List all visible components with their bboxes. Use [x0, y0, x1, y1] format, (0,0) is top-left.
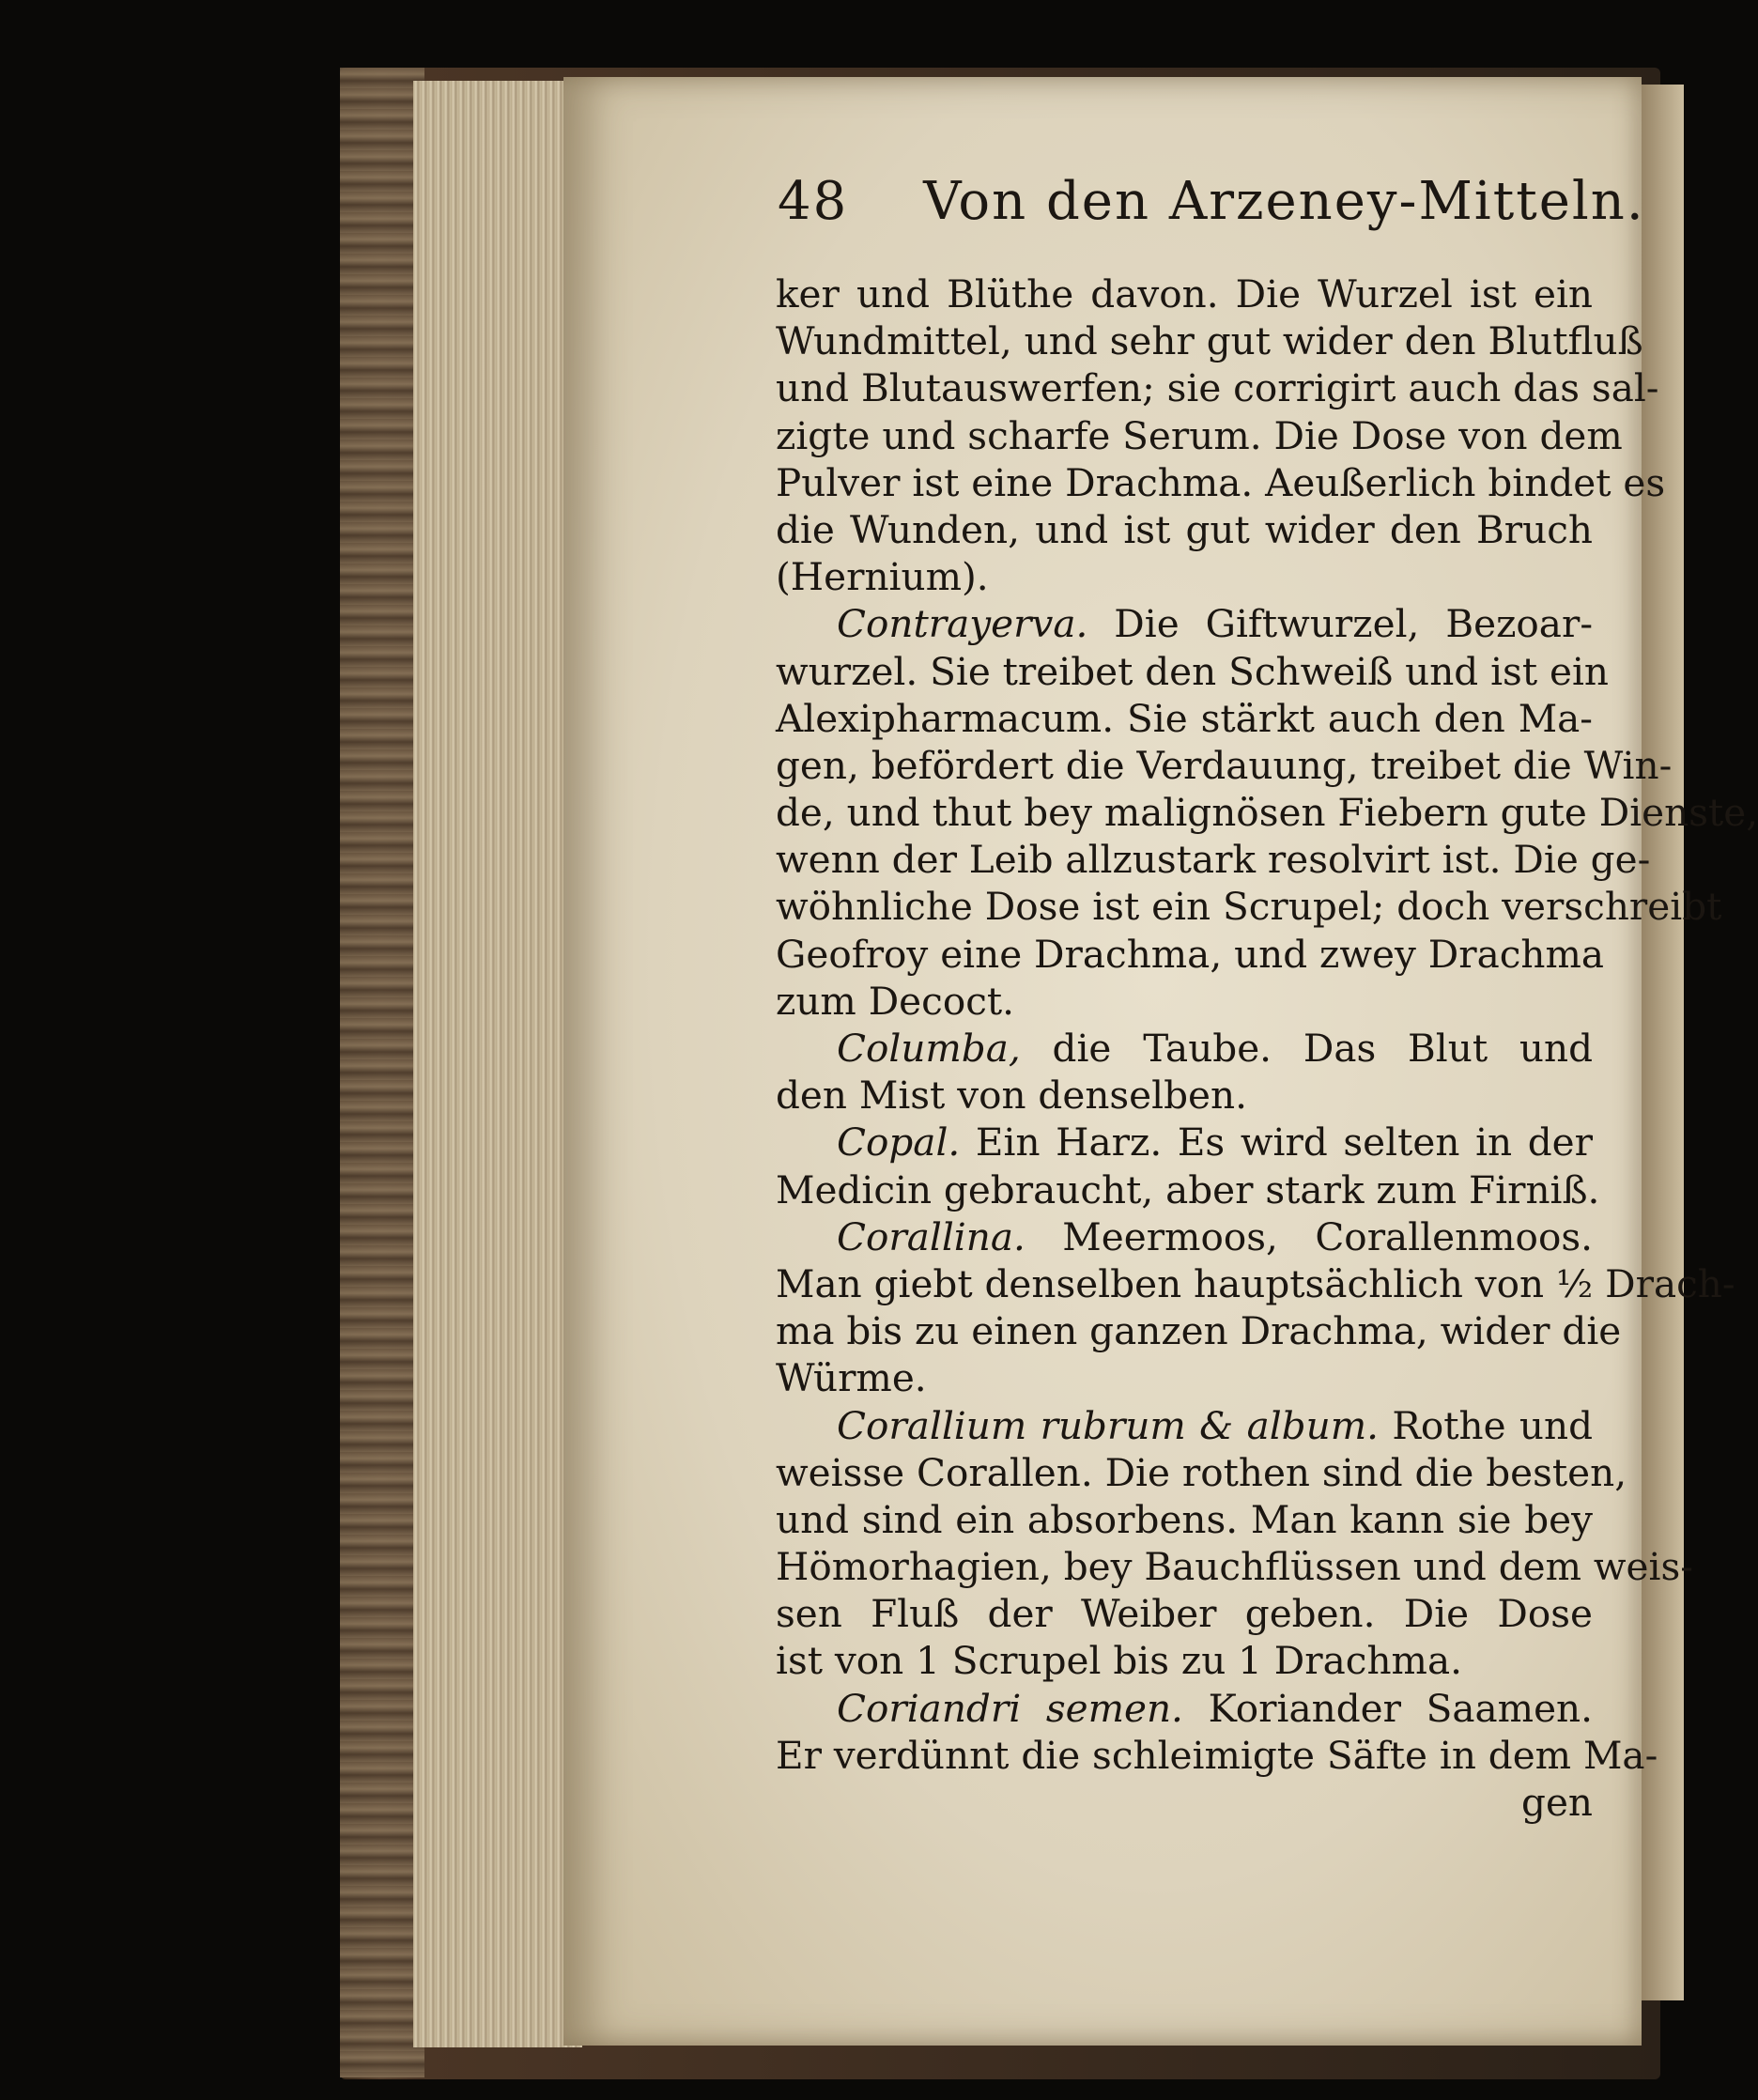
line-text: wurzel. Sie treibet den Schweiß und ist ein: [776, 648, 1609, 694]
line-text: Geofroy eine Drachma, und zwey Drachma: [776, 931, 1605, 977]
line-text: gen: [1521, 1780, 1593, 1825]
running-head-title: Von den Arzeney-Mitteln.: [923, 171, 1645, 232]
text-line: [776, 789, 1758, 836]
text-line: [776, 1779, 1593, 1826]
text-line: [776, 506, 1593, 553]
text-line: [776, 648, 1609, 695]
page-number: 48: [778, 171, 849, 232]
text-line: [776, 1732, 1658, 1779]
line-text: und sind ein absorbens. Man kann sie bey: [776, 1496, 1593, 1542]
text-line: [776, 1496, 1593, 1543]
line-text: zum Decoct.: [776, 978, 1015, 1024]
line-text: und Blutauswerfen; sie corrigirt auch das sal-: [776, 365, 1659, 411]
text-line: [776, 695, 1593, 742]
latin-entry-term: Corallium rubrum & album.: [837, 1402, 1379, 1448]
text-line: [776, 1402, 1593, 1449]
line-text: Er verdünnt die schleimigte Säfte in dem Ma-: [776, 1732, 1658, 1778]
line-text: Man giebt denselben hauptsächlich von ½ Drach-: [776, 1260, 1735, 1306]
text-line: [776, 1685, 1593, 1732]
text-line: [776, 1260, 1735, 1307]
line-text: sen Fluß der Weiber geben. Die Dose: [776, 1591, 1593, 1637]
line-text: Hömorhagien, bey Bauchflüssen und dem weis-: [776, 1544, 1693, 1590]
text-line: [776, 1119, 1593, 1166]
text-line: [776, 883, 1722, 930]
text-line: [776, 1025, 1593, 1072]
body-text: [776, 270, 1758, 1826]
line-text: Ein Harz. Es wird selten in der: [960, 1119, 1593, 1166]
line-text: weisse Corallen. Die rothen sind die besten,: [776, 1449, 1627, 1495]
text-line: [776, 836, 1651, 883]
line-text: die Taube. Das Blut und: [1020, 1026, 1593, 1071]
line-text: Rothe und: [1378, 1402, 1594, 1448]
page-edges: [413, 81, 582, 2047]
line-text: Koriander Saamen.: [1182, 1685, 1593, 1731]
running-header: [778, 171, 1645, 246]
text-line: [776, 459, 1666, 506]
latin-entry-term: Contrayerva.: [837, 601, 1088, 647]
text-line: [776, 1307, 1622, 1354]
line-text: Meermoos, Corallenmoos.: [1025, 1213, 1593, 1259]
line-text: Würme.: [776, 1355, 927, 1401]
latin-entry-term: Columba,: [837, 1026, 1021, 1071]
text-line: [776, 1543, 1693, 1590]
line-text: Medicin gebraucht, aber stark zum Firniß.: [776, 1166, 1600, 1212]
text-line: [776, 1637, 1593, 1684]
text-line: [776, 1213, 1593, 1260]
line-text: ker und Blüthe davon. Die Wurzel ist ein: [776, 271, 1593, 317]
latin-entry-term: Coriandri semen.: [837, 1685, 1183, 1731]
text-line: [776, 1590, 1593, 1637]
line-text: Pulver ist eine Drachma. Aeußerlich bindet es: [776, 459, 1666, 505]
text-line: [776, 412, 1623, 459]
line-text: gen, befördert die Verdauung, treibet die Win-: [776, 742, 1673, 788]
text-line: [776, 364, 1659, 411]
text-line: [776, 1072, 1593, 1119]
line-text: Wundmittel, und sehr gut wider den Blutfluß: [776, 318, 1643, 364]
line-text: wöhnliche Dose ist ein Scrupel; doch verschreibt: [776, 884, 1722, 930]
book-spine-edge: [340, 68, 424, 2077]
latin-entry-term: Copal.: [837, 1119, 961, 1166]
text-line: [776, 270, 1593, 317]
line-text: die Wunden, und ist gut wider den Bruch: [776, 506, 1593, 552]
line-text: den Mist von denselben.: [776, 1073, 1247, 1119]
text-line: [776, 1449, 1627, 1496]
text-line: [776, 978, 1593, 1025]
line-text: ist von 1 Scrupel bis zu 1 Drachma.: [776, 1638, 1462, 1684]
line-text: Alexipharmacum. Sie stärkt auch den Ma-: [776, 695, 1593, 741]
line-text: Die Giftwurzel, Bezoar-: [1087, 601, 1593, 647]
text-line: [776, 931, 1605, 978]
line-text: ma bis zu einen ganzen Drachma, wider die: [776, 1308, 1622, 1354]
text-line: [776, 1354, 1593, 1401]
line-text: zigte und scharfe Serum. Die Dose von dem: [776, 412, 1623, 458]
text-line: [776, 742, 1673, 789]
text-line: [776, 600, 1593, 647]
line-text: wenn der Leib allzustark resolvirt ist. Die ge-: [776, 837, 1651, 883]
text-line: [776, 553, 1593, 600]
line-text: (Hernium).: [776, 554, 989, 600]
line-text: de, und thut bey malignösen Fiebern gute Dienste,: [776, 790, 1758, 836]
text-line: [776, 317, 1643, 364]
latin-entry-term: Corallina.: [837, 1213, 1026, 1259]
text-line: [776, 1166, 1600, 1213]
